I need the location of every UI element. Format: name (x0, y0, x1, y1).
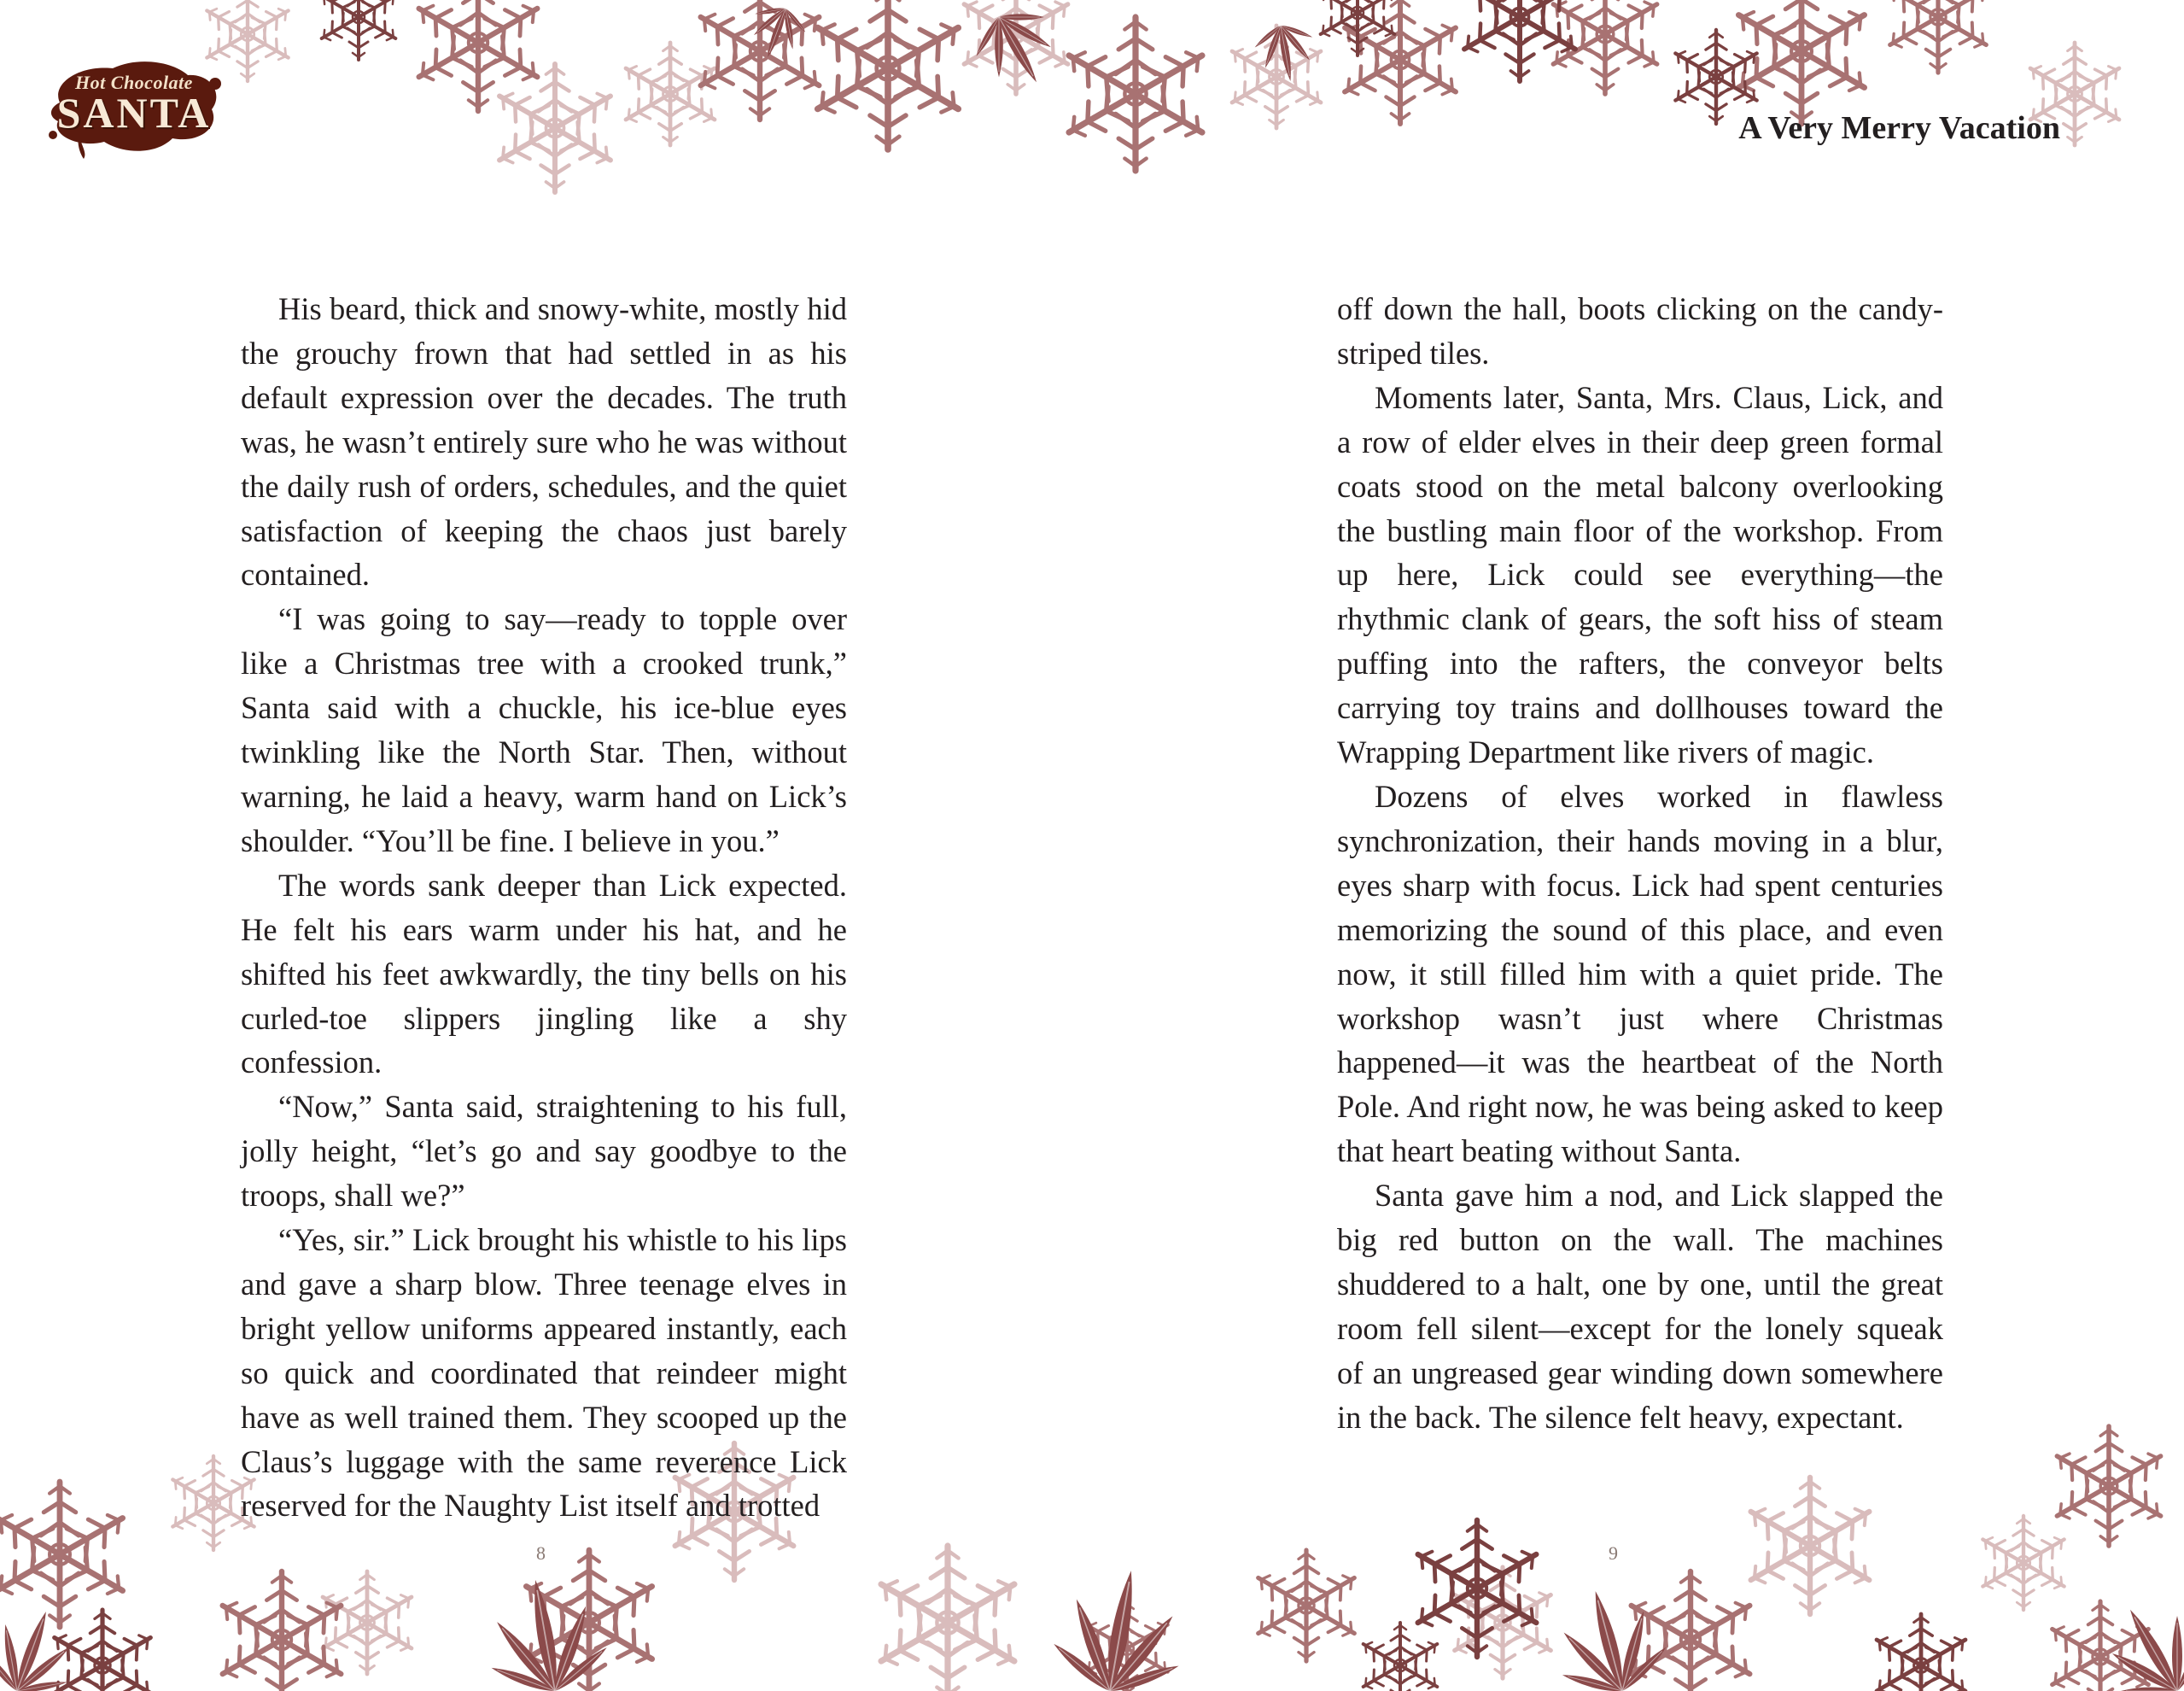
logo-subtitle: Hot Chocolate (75, 72, 193, 93)
paragraph: “I was going to say—ready to topple over like a Christmas tree with a crooked trunk,” Santa said with a chuckle, his ice-blue eyes twinkling like the North Star. Then, without warning, he laid a heavy, warm hand on Lick’s shoulder. “You’ll be fine. I believe in you.” (241, 601, 847, 858)
paragraph: The words sank deeper than Lick expected. He felt his ears warm under his hat, and he shifted his feet awkwardly, the tiny bells on his curled-toe slippers jingling like a shy confession. (241, 867, 847, 1080)
paragraph: Santa gave him a nod, and Lick slapped the big red button on the wall. The machines shuddered to a halt, one by one, until the great room fell silent—except for the lonely squeak of an ungreased gear winding down somewhere in the back. The silence felt heavy, expectant. (1337, 1178, 1943, 1435)
book-logo (44, 50, 224, 161)
paragraph: Moments later, Santa, Mrs. Claus, Lick, and a row of elder elves in their deep green formal coats stood on the metal balcony overlooking the bustling main floor of the workshop. From up here, Lick could see everything—the rhythmic clank of gears, the soft hiss of steam puffing into the rafters, the conveyor belts carrying toy trains and dollhouses toward the Wrapping Department like rivers of magic. (1337, 379, 1943, 770)
page-number-left: 8 (536, 1542, 546, 1564)
paragraph: “Now,” Santa said, straightening to his full, jolly height, “let’s go and say goodbye to the troops, shall we?” (241, 1089, 847, 1214)
paragraph: His beard, thick and snowy-white, mostly hid the grouchy frown that had settled in as his default expression over the decades. The truth was, he wasn’t entirely sure who he was without the daily rush of orders, schedules, and the quiet satisfaction of keeping the chaos just barely contained. (241, 291, 847, 593)
paragraph: “Yes, sir.” Lick brought his whistle to his lips and gave a sharp blow. Three teenage elves in bright yellow uniforms appeared instantly, each so quick and coordinated that reindeer might have as well trained them. They scooped up the Claus’s luggage with the same reverence Lick reserved for the Naughty List itself and trotted (241, 1222, 847, 1524)
logo-title: SANTA (56, 89, 212, 137)
paragraph-continued: off down the hall, boots clicking on the candy-striped tiles. (1337, 291, 1943, 371)
right-page-text (1337, 287, 1943, 1440)
running-head-title: A Very Merry Vacation (1738, 110, 2060, 146)
paragraph: Dozens of elves worked in flawless synchronization, their hands moving in a blur, eyes sharp with focus. Lick had spent centuries memorizing the sound of this place, and even now, it still filled him with a quiet pride. The workshop wasn’t just where Christmas happened—it was the heartbeat of the North Pole. And right now, he was being asked to keep that heart beating without Santa. (1337, 778, 1943, 1169)
page-number-right: 9 (1609, 1542, 1618, 1564)
left-page-text (241, 287, 847, 1528)
